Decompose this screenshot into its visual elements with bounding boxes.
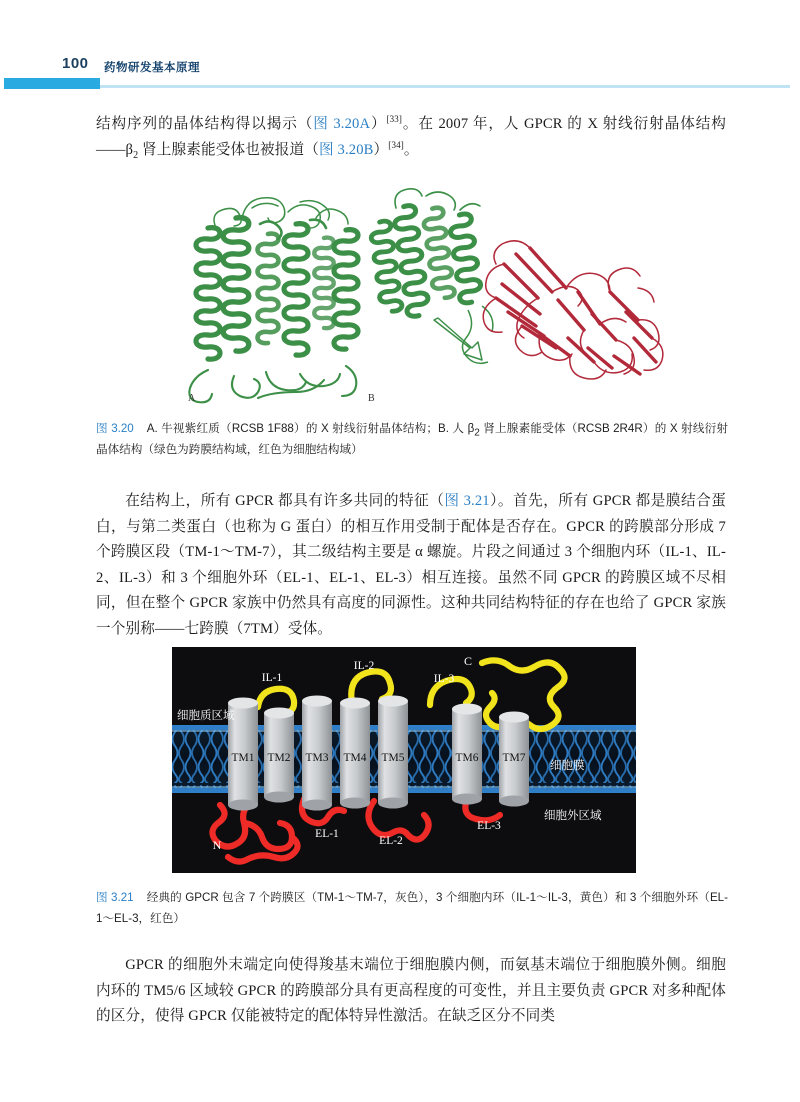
helix-label-tm3: TM3 [305,752,329,764]
helix-label-tm2: TM2 [267,752,291,764]
citation-34[interactable]: [34] [388,139,404,150]
page-header [0,55,800,95]
paragraph-1 [96,112,726,163]
header-accent-block [4,78,100,89]
region-label-membrane: 细胞膜 [550,758,585,772]
loop-label-el-1: EL-1 [315,828,339,840]
p1-seg-b: ） [370,116,387,132]
figure-3-20-caption-a: A. 牛视紫红质（RCSB 1F88）的 X 射线衍射晶体结构；B. 人 β [146,422,475,435]
panel-a-letter: A [188,393,196,404]
loop-label-il-2: IL-2 [353,660,375,672]
figure-3-21-image [172,647,636,873]
beta-subscript-1: 2 [133,149,139,161]
paragraph-3-block [96,953,726,1030]
loop-label-il-3: IL-3 [433,673,455,685]
loop-label-el-3: EL-3 [477,820,501,832]
page-number: 100 [62,55,89,72]
gpcr-membrane-diagram [172,647,636,873]
p2-seg-a: 在结构上，所有 GPCR 都具有许多共同的特征（ [125,493,445,509]
figure-ref-321[interactable]: 图 3.21 [444,493,490,509]
helix-label-tm7: TM7 [502,752,526,764]
figure-3-20-caption-b: 肾上腺素能受体（RCSB 2R4R）的 X 射线衍射晶体结构（绿色为跨膜结构域，红色为细胞结构域） [96,422,728,456]
running-head-title: 药物研发基本原理 [104,62,200,74]
p1-seg-d: 肾上腺素能受体也被报道（ [138,141,319,158]
paragraph-3: GPCR 的细胞外末端定向使得羧基末端位于细胞膜内侧，而氨基末端位于细胞膜外侧。细胞内环的 TM5/6 区域较 GPCR 的跨膜部分具有更高程度的可变性，并且主要负责 GPCR 对多种配体的区分，使得 GPCR 仅能被特定的配体特异性激活。在缺乏区分不同类 [96,957,726,1024]
figure-3-20-label: 图 3.20 [96,422,134,435]
p1-seg-a: 结构序列的晶体结构得以揭示（ [96,116,314,132]
figure-3-21-caption [96,887,728,929]
beta-subscript-2: 2 [474,427,480,439]
loop-label-el-2: EL-2 [379,835,403,847]
helix-label-tm4: TM4 [343,752,367,764]
helix-label-tm6: TM6 [455,752,479,764]
helix-label-tm1: TM1 [231,752,255,764]
c-terminus-label: C [463,654,473,668]
figure-ref-320a[interactable]: 图 3.20A [313,116,371,132]
citation-33[interactable]: [33] [386,114,403,125]
crystal-structure-illustration [96,182,726,410]
figure-3-20-caption [96,418,728,460]
paragraph-2 [96,489,726,642]
helix-label-tm5: TM5 [381,752,405,764]
p1-seg-c: 。在 2007 年，人 GPCR 的 X 射线衍射晶体结构——β [96,116,726,158]
region-label-extracellular: 细胞外区域 [544,808,602,822]
figure-3-21-label: 图 3.21 [96,891,134,904]
panel-b-letter: B [368,393,375,404]
p1-seg-f: 。 [403,141,419,158]
p2-seg-b: ）。首先，所有 GPCR 都是膜结合蛋白，与第二类蛋白（也称为 G 蛋白）的相互作用受制于配体是否存在。GPCR 的跨膜部分形成 7 个跨膜区段（TM-1～TM-7），其二级结构主要是 α 螺旋。片段之间通过 3 个细胞内环（IL-1、IL-2、IL-3）和 3 个细胞外环（EL-1、EL-1、EL-3）相互连接。虽然不同 GPCR 的跨膜区域不尽相同，但在整个 GPCR 家族中仍然具有高度的同源性。这种共同结构特征的存在也给了 GPCR 家族一个别称——七跨膜（7TM）受体。 [96,493,726,637]
paragraph-2-block [96,489,726,642]
region-label-cytoplasm: 细胞质区域 [177,708,235,722]
paragraph-1-block [96,112,726,163]
figure-ref-320b[interactable]: 图 3.20B [318,141,374,158]
figure-3-21-caption-text: 经典的 GPCR 包含 7 个跨膜区（TM-1～TM-7，灰色），3 个细胞内环（IL-1～IL-3，黄色）和 3 个细胞外环（EL-1～EL-3，红色） [96,891,728,925]
p1-seg-e: ） [373,141,389,158]
figure-3-20-image [96,182,726,410]
n-terminus-label: N [212,838,222,852]
header-rule-line [100,85,790,88]
loop-label-il-1: IL-1 [261,672,283,684]
